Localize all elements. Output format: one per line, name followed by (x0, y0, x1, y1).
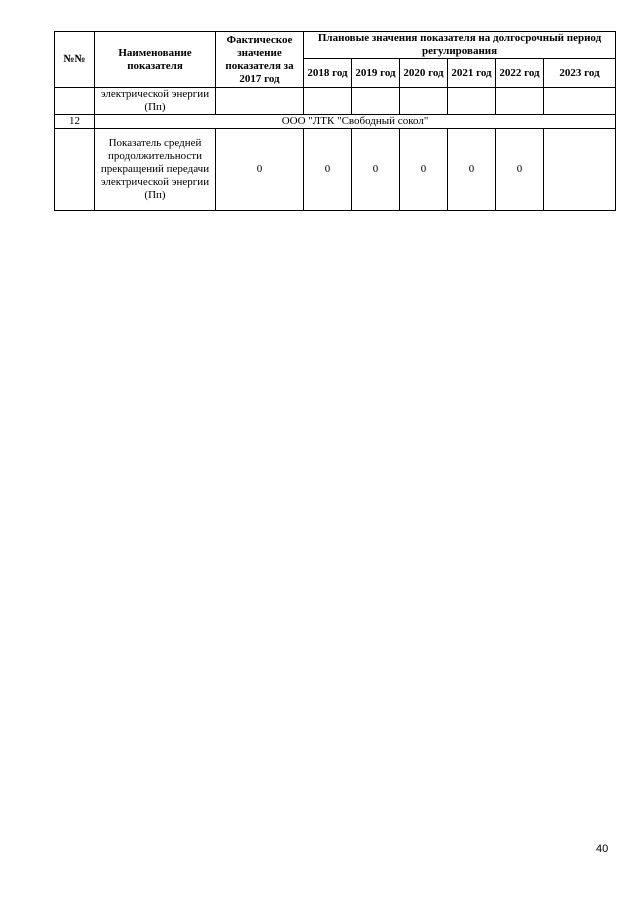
row-value (352, 88, 400, 115)
row-value: 0 (496, 129, 544, 211)
row-num (55, 129, 95, 211)
row-actual: 0 (216, 129, 304, 211)
row-value (496, 88, 544, 115)
header-year: 2023 год (544, 59, 616, 88)
header-name: Наименование показателя (95, 32, 216, 88)
row-value (544, 129, 616, 211)
row-value (400, 88, 448, 115)
header-row-1 (55, 32, 616, 59)
table-row (55, 88, 616, 115)
header-num: №№ (55, 32, 95, 88)
row-actual (216, 88, 304, 115)
section-title: ООО "ЛТК "Свободный сокол" (95, 115, 616, 129)
row-name: электрической энергии (Пп) (95, 88, 216, 115)
row-value (544, 88, 616, 115)
table-row (55, 129, 616, 211)
section-row (55, 115, 616, 129)
page-number: 40 (596, 843, 609, 855)
section-num: 12 (55, 115, 95, 129)
row-value: 0 (400, 129, 448, 211)
header-year: 2018 год (304, 59, 352, 88)
indicators-table (54, 31, 616, 211)
header-actual: Фактическое значение показателя за 2017 год (216, 32, 304, 88)
row-value: 0 (448, 129, 496, 211)
header-year: 2022 год (496, 59, 544, 88)
row-value: 0 (304, 129, 352, 211)
header-year: 2021 год (448, 59, 496, 88)
row-value (304, 88, 352, 115)
row-value (448, 88, 496, 115)
row-num (55, 88, 95, 115)
header-year: 2019 год (352, 59, 400, 88)
header-year: 2020 год (400, 59, 448, 88)
row-name: Показатель средней продолжительности прекращений передачи электрической энергии (Пп) (95, 129, 216, 211)
row-value: 0 (352, 129, 400, 211)
header-planned: Плановые значения показателя на долгосрочный период регулирования (304, 32, 616, 59)
